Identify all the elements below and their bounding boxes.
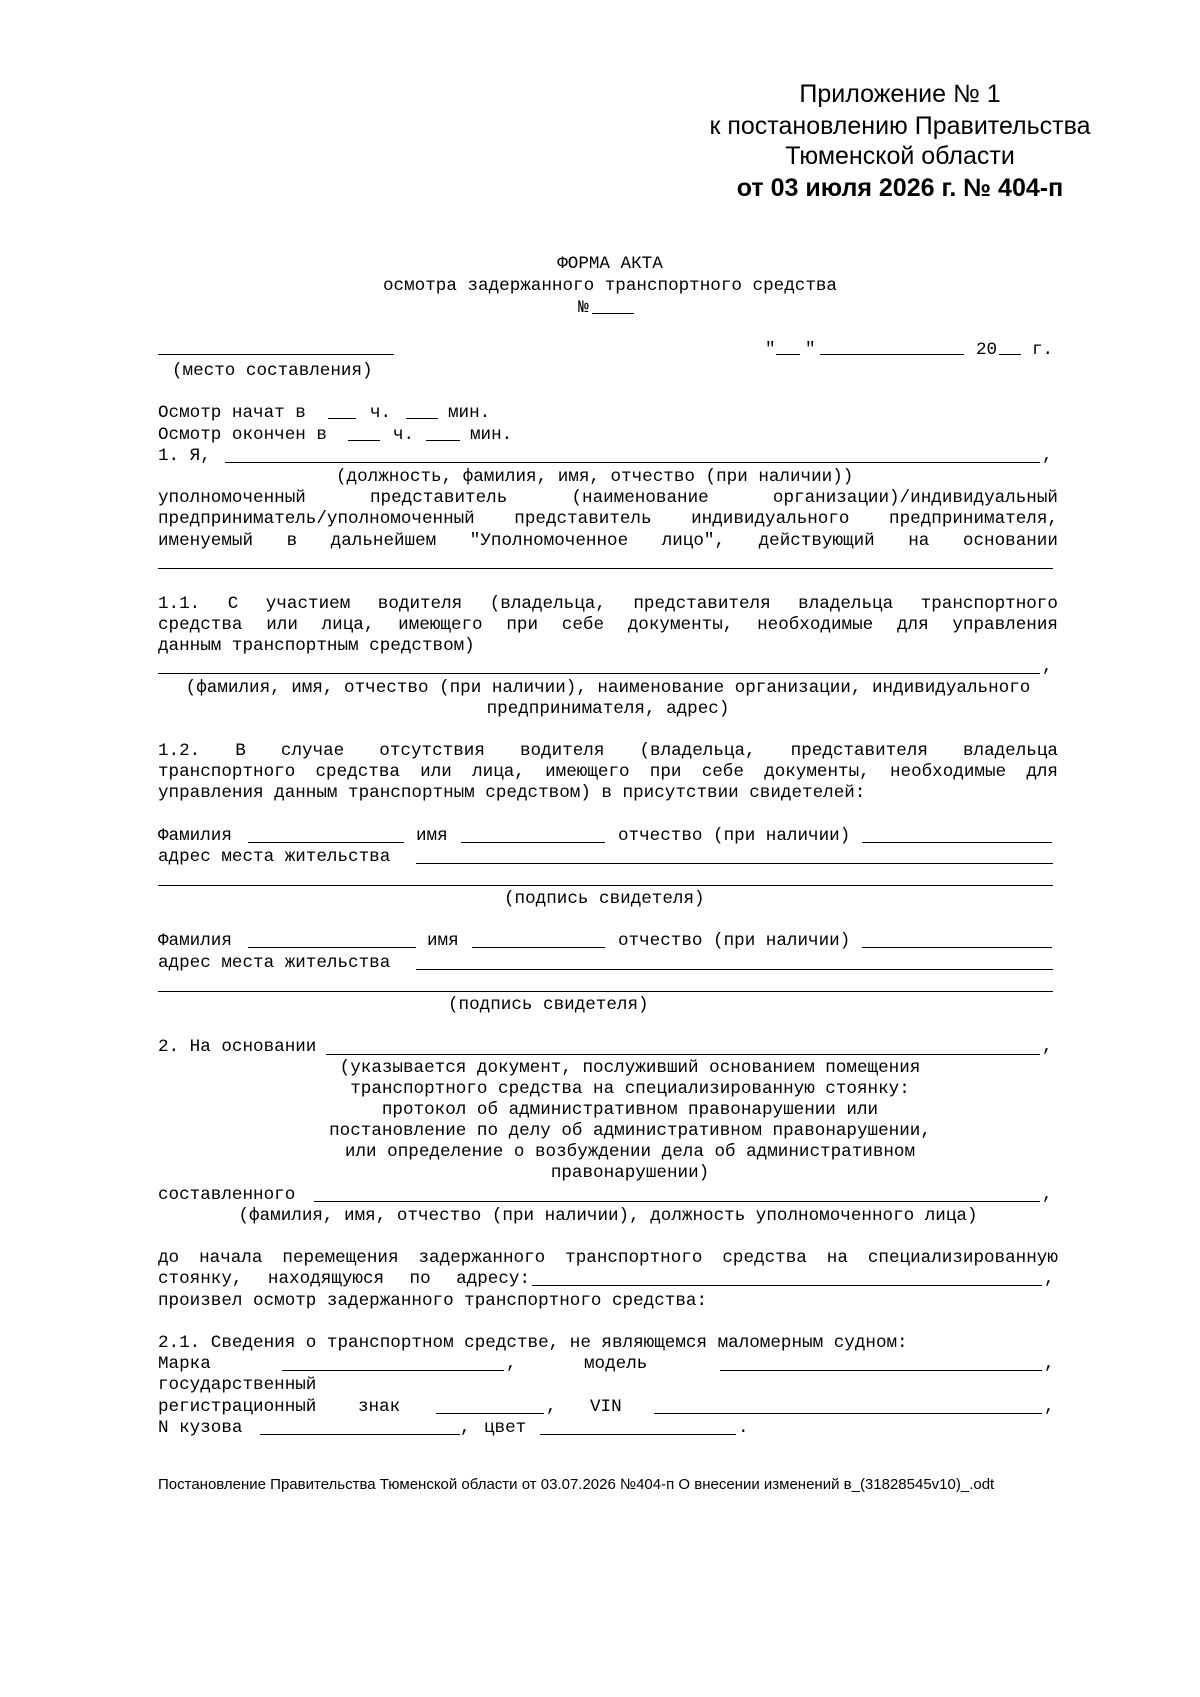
witness1-address-label: адрес места жительства [158, 847, 391, 867]
witness2-signature-caption: (подпись свидетеля) [448, 995, 649, 1015]
item1-1-caption-1: (фамилия, имя, отчество (при наличии), наименование организации, индивидуального [185, 678, 1031, 698]
form-title: ФОРМА АКТА [557, 254, 663, 274]
vin-blank [654, 1413, 1042, 1414]
start-label: Осмотр начат в [158, 403, 306, 423]
item1-basis-blank [158, 568, 1053, 569]
item2-prefix: 2. На основании [158, 1037, 317, 1057]
document-footer: Постановление Правительства Тюменской области от 03.07.2026 №404-п О внесении изменений в_(31828545v10)_.odt [158, 1476, 995, 1493]
year-blank [999, 354, 1021, 355]
day-blank [776, 354, 800, 355]
state-label-2: регистрационный [158, 1397, 317, 1417]
item2-caption-4: постановление по делу об административном правонарушении, [329, 1121, 931, 1141]
witness1-address-blank [416, 863, 1053, 864]
witness2-address-label: адрес места жительства [158, 953, 391, 973]
witness1-name-blank [461, 842, 605, 843]
form-subtitle: осмотра задержанного транспортного средства [383, 276, 837, 296]
witness2-name-blank [472, 947, 605, 948]
item2-comma: , [1042, 1037, 1053, 1057]
end-label: Осмотр окончен в [158, 425, 327, 445]
vin-label: VIN [590, 1397, 622, 1417]
year-suffix: г. [1032, 340, 1054, 360]
start-hour-blank [328, 418, 356, 419]
plate-comma: , [546, 1397, 557, 1417]
year-prefix: 20 [976, 340, 998, 360]
witness1-signature-caption: (подпись свидетеля) [504, 889, 705, 909]
item1-1-line1: 1.1. С участием водителя (владельца, представителя владельца транспортного [158, 594, 1058, 614]
witness1-patronymic-blank [862, 842, 1052, 843]
item1-comma: , [1042, 446, 1053, 466]
witness2-patronymic-label: отчество (при наличии) [618, 931, 851, 951]
start-min-blank [406, 418, 438, 419]
state-label-1: государственный [158, 1375, 317, 1395]
item1-line3: именуемый в дальнейшем "Уполномоченное лицо", действующий на основании [158, 531, 1058, 551]
model-label: модель [584, 1354, 648, 1374]
color-period: . [738, 1418, 749, 1438]
witness1-name-label: имя [416, 826, 448, 846]
item2-move-line3: произвел осмотр задержанного транспортного средства: [158, 1291, 708, 1311]
appendix-region: Тюменской области [785, 142, 1015, 170]
item2-1-title: 2.1. Сведения о транспортном средстве, не являющемся маломерным судном: [158, 1333, 908, 1353]
month-blank [820, 354, 964, 355]
item1-line2: предприниматель/уполномоченный представитель индивидуального предпринимателя, [158, 509, 1058, 529]
witness2-signature-blank [158, 991, 1053, 992]
brand-blank [282, 1370, 504, 1371]
item1-line1: уполномоченный представитель (наименование организации)/индивидуальный [158, 488, 1058, 508]
witness2-surname-blank [248, 947, 416, 948]
sign-label: знак [358, 1397, 401, 1417]
end-min-label: мин. [470, 425, 513, 445]
place-blank [158, 354, 394, 355]
item2-caption-3: протокол об административном правонарушении или [381, 1100, 879, 1120]
witness1-patronymic-label: отчество (при наличии) [618, 826, 851, 846]
item2-basis-blank [326, 1054, 1040, 1055]
plate-blank [436, 1413, 544, 1414]
witness2-address-blank [416, 969, 1053, 970]
item2-caption-5: или определение о возбуждении дела об административном [344, 1142, 916, 1162]
item1-2-line2: транспортного средства или лица, имеющего при себе документы, необходимые для [158, 762, 1058, 782]
color-label: цвет [484, 1418, 527, 1438]
item2-caption-6: правонарушении) [550, 1163, 710, 1183]
vin-comma: , [1044, 1397, 1055, 1417]
item2-caption-1: (указывается документ, послуживший основанием помещения [339, 1058, 921, 1078]
brand-comma: , [506, 1354, 517, 1374]
item1-1-comma: , [1042, 657, 1053, 677]
item1-blank [225, 462, 1040, 463]
witness2-surname-label: Фамилия [158, 931, 232, 951]
model-comma: , [1044, 1354, 1055, 1374]
item1-1-blank [158, 673, 1040, 674]
brand-label: Марка [158, 1354, 211, 1374]
witness2-name-label: имя [427, 931, 459, 951]
date-quote-open: " [765, 340, 776, 360]
body-comma: , [460, 1418, 471, 1438]
item2-composed-comma: , [1042, 1185, 1053, 1205]
body-label: N кузова [158, 1418, 243, 1438]
end-h-label: ч. [393, 425, 415, 445]
appendix-number: Приложение № 1 [799, 80, 1001, 108]
item2-composed-caption: (фамилия, имя, отчество (при наличии), должность уполномоченного лица) [238, 1206, 978, 1226]
item2-move-line2: стоянку, находящуюся по адресу: [158, 1269, 530, 1289]
form-number-sign: № [578, 298, 589, 318]
witness1-surname-blank [248, 842, 404, 843]
parking-address-blank [532, 1285, 1042, 1286]
item1-1-caption-2: предпринимателя, адрес) [486, 699, 730, 719]
end-min-blank [426, 440, 460, 441]
item2-move-comma: , [1044, 1269, 1055, 1289]
witness2-patronymic-blank [862, 947, 1052, 948]
body-blank [260, 1434, 460, 1435]
model-blank [720, 1370, 1042, 1371]
start-min-label: мин. [448, 403, 491, 423]
item2-caption-2: транспортного средства на специализированную стоянку: [350, 1079, 910, 1099]
item1-1-line3: данным транспортным средством) [158, 636, 475, 656]
item1-1-line2: средства или лица, имеющего при себе документы, необходимые для управления [158, 615, 1058, 635]
item1-2-line1: 1.2. В случае отсутствия водителя (владельца, представителя владельца [158, 741, 1058, 761]
witness1-surname-label: Фамилия [158, 826, 232, 846]
witness1-signature-blank [158, 885, 1053, 886]
form-number-blank [592, 313, 634, 314]
color-blank [540, 1434, 736, 1435]
date-quote-close: " [805, 340, 816, 360]
item2-composed-blank [314, 1201, 1040, 1202]
item2-composed-label: составленного [158, 1185, 296, 1205]
start-h-label: ч. [370, 403, 392, 423]
item1-caption: (должность, фамилия, имя, отчество (при наличии)) [336, 467, 854, 487]
end-hour-blank [348, 440, 380, 441]
item1-2-line3: управления данным транспортным средством) в присутствии свидетелей: [158, 783, 866, 803]
place-caption: (место составления) [172, 361, 373, 381]
item2-move-line1: до начала перемещения задержанного транспортного средства на специализированную [158, 1248, 1058, 1268]
appendix-resolution: к постановлению Правительства [709, 112, 1091, 140]
appendix-date: от 03 июля 2026 г. № 404-п [736, 174, 1064, 202]
item1-prefix: 1. Я, [158, 446, 211, 466]
